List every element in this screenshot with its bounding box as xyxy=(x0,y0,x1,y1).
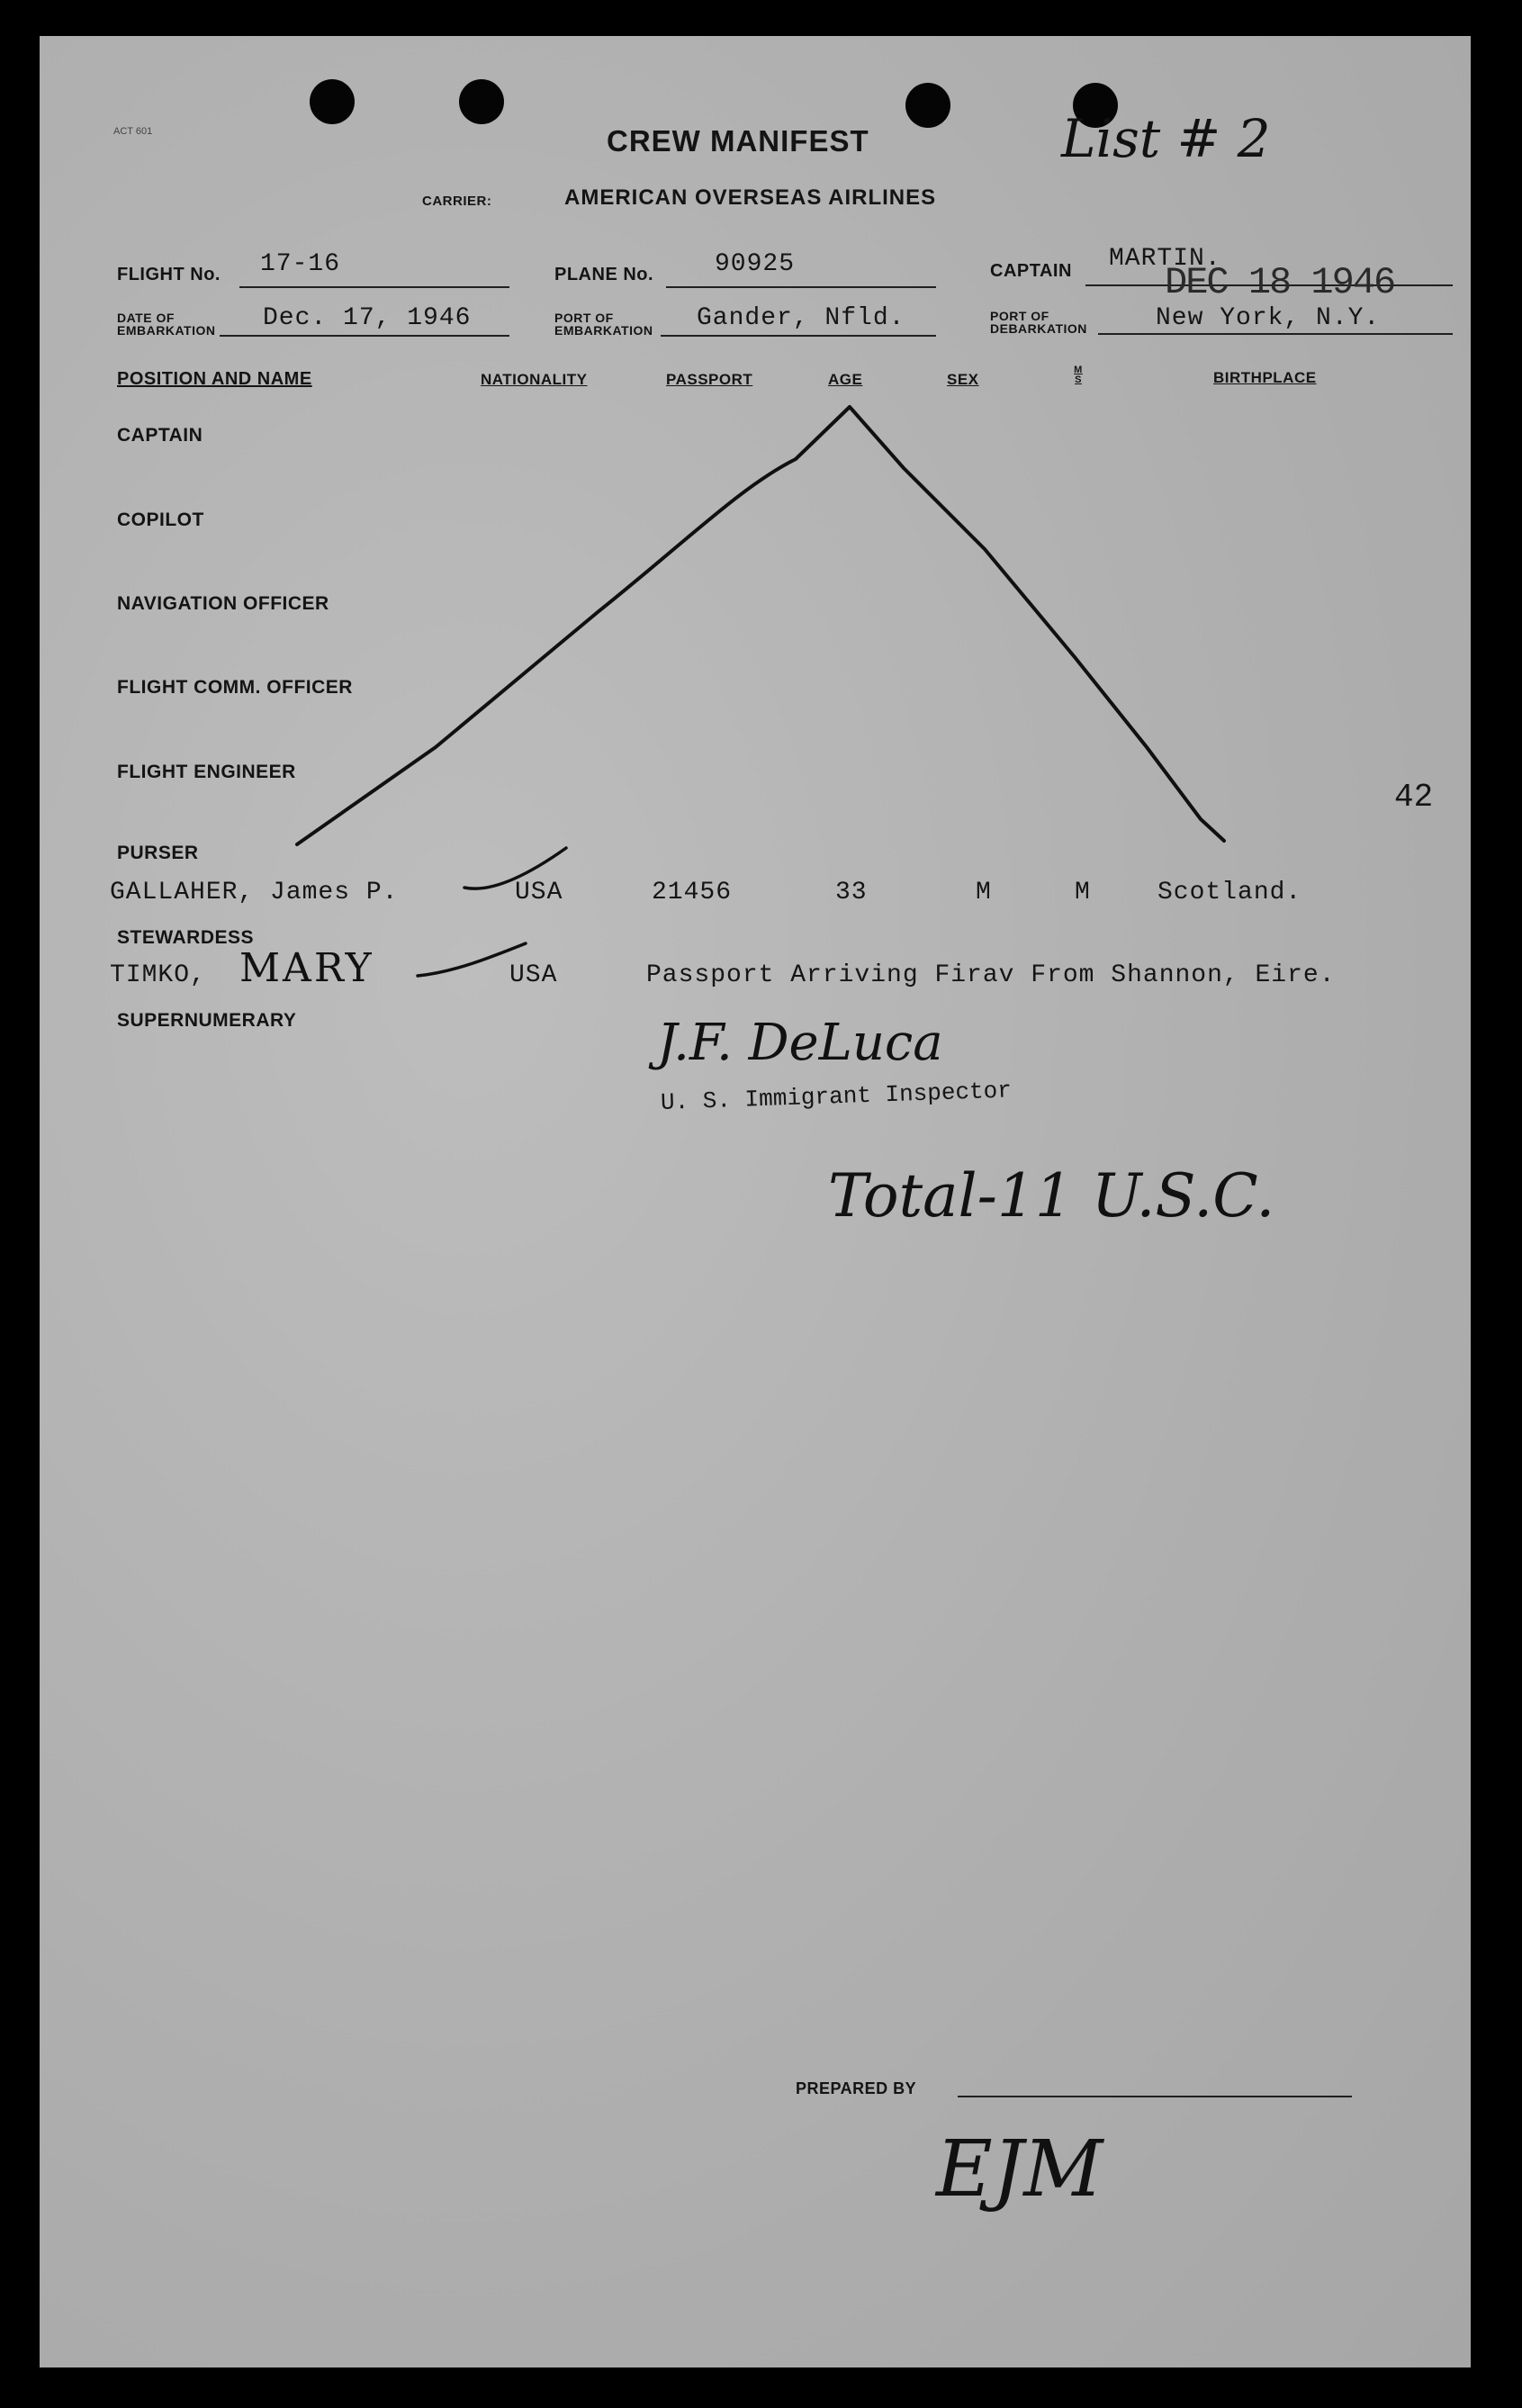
prepared-by-label: PREPARED BY xyxy=(796,2079,917,2097)
col-age: AGE xyxy=(828,371,863,388)
col-nationality: NATIONALITY xyxy=(481,371,588,388)
position-flight-engineer: FLIGHT ENGINEER xyxy=(117,762,296,782)
crew-birthplace: Scotland. xyxy=(1157,879,1302,906)
list-note: List # 2 xyxy=(1061,108,1271,169)
page-number: 42 xyxy=(1394,779,1434,816)
crew-marital: M xyxy=(1075,879,1091,906)
crew-age: 33 xyxy=(835,879,868,906)
total-note: Total-11 U.S.C. xyxy=(828,1161,1275,1231)
position-navigation-officer: NAVIGATION OFFICER xyxy=(117,593,329,614)
embark-port-label: PORT OF EMBARKATION xyxy=(554,311,653,338)
prepared-by-initials: EJM xyxy=(936,2124,1103,2214)
position-captain: CAPTAIN xyxy=(117,425,203,446)
cancellation-line xyxy=(297,407,1224,844)
crew-passport: 21456 xyxy=(652,879,733,906)
plane-no-label: PLANE No. xyxy=(554,265,654,284)
carrier-label: CARRIER: xyxy=(422,194,492,209)
crew-name-typed: TIMKO, xyxy=(110,961,206,989)
position-purser: PURSER xyxy=(117,843,199,863)
captain-value: MARTIN. xyxy=(1109,245,1221,273)
flight-no-value: 17-16 xyxy=(260,250,341,278)
col-position-and-name: POSITION AND NAME xyxy=(117,369,312,389)
debark-port-label: PORT OF DEBARKATION xyxy=(990,309,1087,336)
col-marital: M S xyxy=(1074,365,1083,385)
manifest-sheet xyxy=(40,36,1471,2367)
pen-marks xyxy=(40,36,1471,2367)
crew-nationality: USA xyxy=(509,961,558,989)
flight-no-label: FLIGHT No. xyxy=(117,265,221,284)
position-flight-comm-officer: FLIGHT COMM. OFFICER xyxy=(117,677,353,698)
page-title: CREW MANIFEST xyxy=(607,124,869,158)
position-stewardess: STEWARDESS xyxy=(117,927,255,948)
position-supernumerary: SUPERNUMERARY xyxy=(117,1010,297,1031)
plane-no-value: 90925 xyxy=(715,250,796,278)
crew-remark: Passport Arriving Firav From Shannon, Eire. xyxy=(646,961,1336,989)
received-date-stamp: DEC 18 1946 xyxy=(1165,261,1395,304)
position-copilot: COPILOT xyxy=(117,510,204,530)
crew-name-handwritten: MARY xyxy=(239,945,374,991)
check-mark xyxy=(418,943,526,976)
carrier-name: AMERICAN OVERSEAS AIRLINES xyxy=(564,185,937,210)
embark-date-label: DATE OF EMBARKATION xyxy=(117,311,216,338)
embark-port-value: Gander, Nfld. xyxy=(697,304,905,332)
inspector-signature: J.F. DeLuca xyxy=(657,1014,943,1072)
debark-port-value: New York, N.Y. xyxy=(1156,304,1381,332)
captain-label: CAPTAIN xyxy=(990,261,1072,281)
crew-sex: M xyxy=(976,879,992,906)
col-sex: SEX xyxy=(947,371,979,388)
crew-name: GALLAHER, James P. xyxy=(110,879,399,906)
embark-date-value: Dec. 17, 1946 xyxy=(263,304,472,332)
crew-nationality: USA xyxy=(515,879,563,906)
inspector-title: U. S. Immigrant Inspector xyxy=(660,1077,1013,1116)
form-number: ACT 601 xyxy=(113,126,153,137)
col-birthplace: BIRTHPLACE xyxy=(1213,369,1317,386)
col-passport: PASSPORT xyxy=(666,371,753,388)
check-mark xyxy=(464,848,566,888)
